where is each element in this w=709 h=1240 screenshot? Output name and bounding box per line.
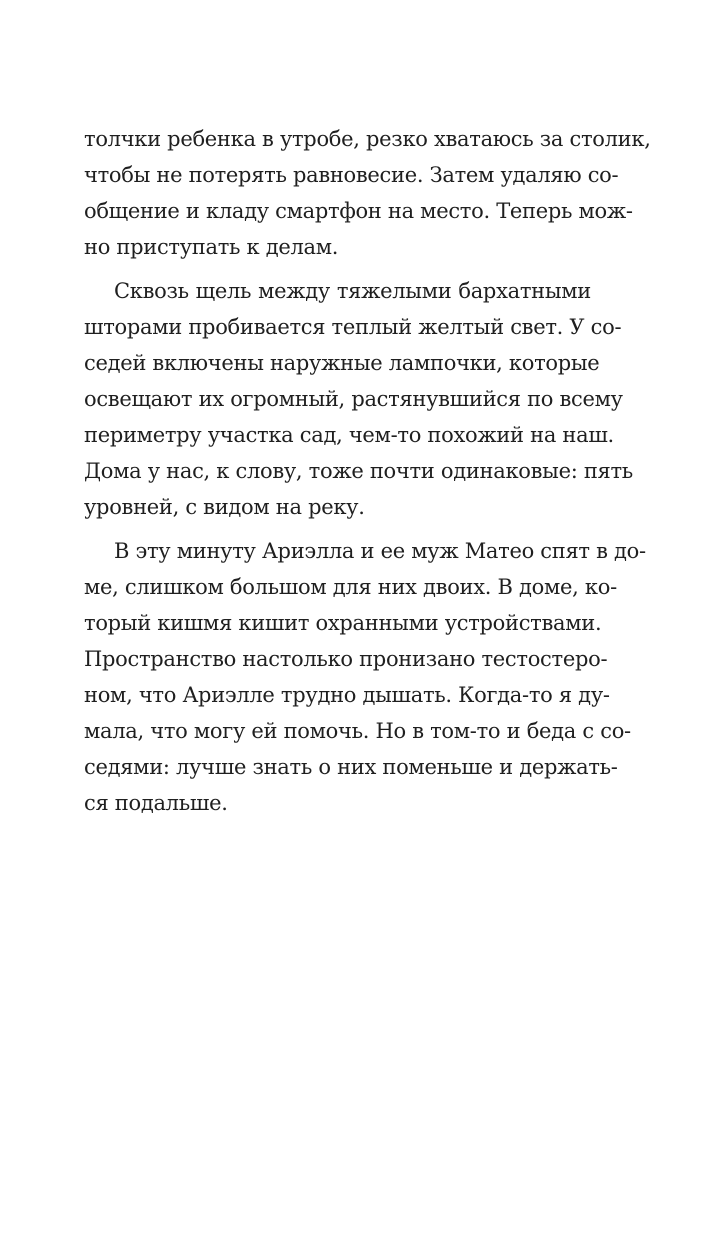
- paragraph-3: [84, 533, 646, 821]
- text-line: шторами пробивается теплый желтый свет. У со-: [84, 315, 622, 339]
- text-line: ном, что Ариэлле трудно дышать. Когда-то я ду-: [84, 683, 610, 707]
- text-line: ся подальше.: [84, 791, 228, 815]
- text-line: толчки ребенка в утробе, резко хватаюсь за столик,: [84, 127, 651, 151]
- text-line: Дома у нас, к слову, тоже почти одинаковые: пять: [84, 459, 633, 483]
- text-line: периметру участка сад, чем-то похожий на наш.: [84, 423, 614, 447]
- paragraph-1: [84, 121, 651, 265]
- text-line: Пространство настолько пронизано тестостеро-: [84, 647, 608, 671]
- text-line: чтобы не потерять равновесие. Затем удаляю со-: [84, 163, 619, 187]
- paragraph-gap: [84, 265, 591, 273]
- body-text: [84, 121, 651, 821]
- text-line: седями: лучше знать о них поменьше и держать-: [84, 755, 618, 779]
- text-line: мала, что могу ей помочь. Но в том-то и беда с со-: [84, 719, 631, 743]
- text-line: освещают их огромный, растянувшийся по всему: [84, 387, 623, 411]
- paragraph-2: [84, 273, 633, 525]
- text-line: общение и кладу смартфон на место. Теперь мож-: [84, 199, 633, 223]
- text-line: В эту минуту Ариэлла и ее муж Матео спят в до-: [114, 539, 646, 563]
- text-line: но приступать к делам.: [84, 235, 339, 259]
- text-line: торый кишмя кишит охранными устройствами.: [84, 611, 602, 635]
- text-line: седей включены наружные лампочки, которые: [84, 351, 600, 375]
- text-line: Сквозь щель между тяжелыми бархатными: [114, 279, 591, 303]
- text-line: уровней, с видом на реку.: [84, 495, 365, 519]
- text-line: ме, слишком большом для них двоих. В доме, ко-: [84, 575, 617, 599]
- paragraph-gap: [84, 525, 591, 533]
